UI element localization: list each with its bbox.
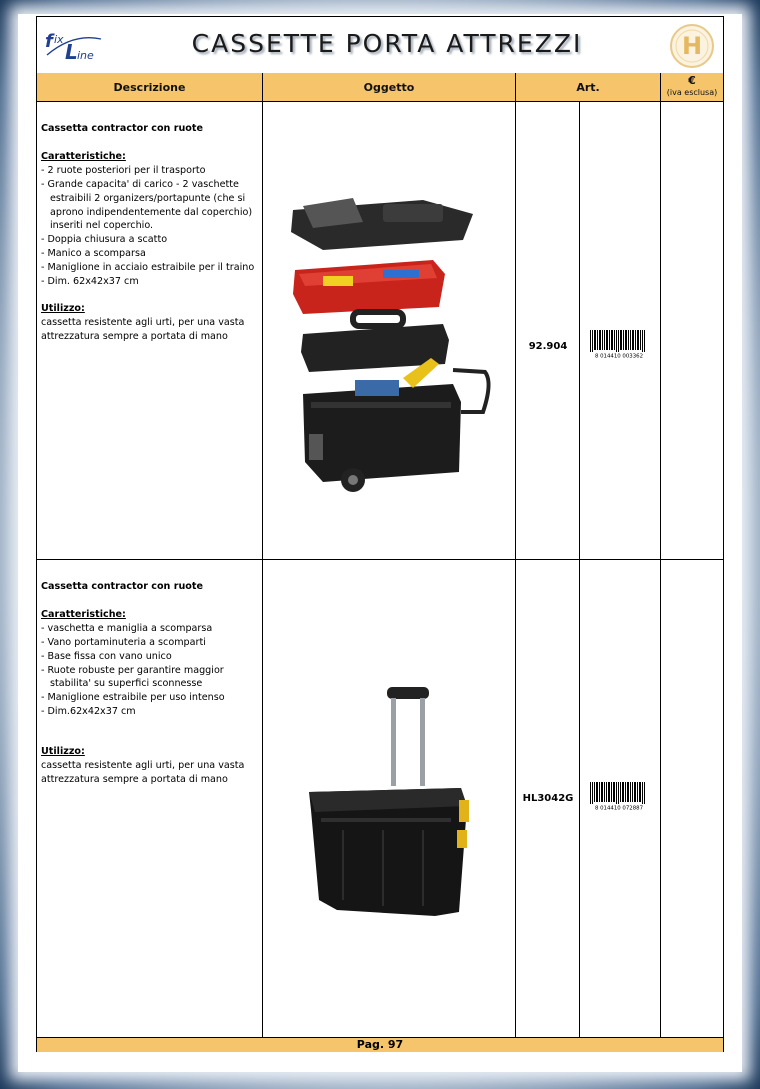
- features-list: [41, 622, 258, 719]
- product-image-cell: [263, 102, 516, 559]
- use-text: cassetta resistente agli urti, per una vasta attrezzatura sempre a portata di mano: [41, 316, 245, 342]
- article-code-cell: [516, 102, 580, 559]
- svg-text:ix: ix: [54, 33, 64, 46]
- use-title: Utilizzo:: [41, 302, 85, 314]
- feature-item: - Manico a scomparsa: [41, 247, 258, 261]
- svg-text:f: f: [45, 31, 53, 52]
- product-row: [37, 560, 723, 1038]
- product-title: Cassetta contractor con ruote: [41, 123, 203, 134]
- page-number: Pag. 97: [37, 1038, 723, 1052]
- column-header-descrizione: Descrizione: [37, 73, 263, 102]
- svg-text:L: L: [65, 40, 78, 64]
- feature-item: - Dim.62x42x37 cm: [41, 705, 258, 719]
- use-text: cassetta resistente agli urti, per una vasta attrezzatura sempre a portata di mano: [41, 760, 245, 785]
- price-cell: [661, 560, 723, 1037]
- barcode-cell: [580, 102, 661, 559]
- product-image-cell: [263, 560, 516, 1037]
- features-title: Caratteristiche:: [41, 150, 126, 162]
- feature-item: - Maniglione estraibile per uso intenso: [41, 691, 258, 705]
- toolbox-exploded-image: [263, 102, 516, 560]
- barcode-image: [586, 782, 652, 810]
- use-title: Utilizzo:: [41, 746, 85, 758]
- barcode-number: 8 014410 072887: [594, 805, 644, 810]
- feature-item: - Grande capacita' di carico - 2 vaschette estraibili 2 organizers/portapunte (che si aprono indipendentemente dal coperchio) inseriti nel coperchio.: [41, 178, 258, 234]
- feature-item: - vaschetta e maniglia a scomparsa: [41, 622, 258, 636]
- features-list: [41, 164, 258, 289]
- article-code-cell: [516, 560, 580, 1037]
- euro-note: (iva esclusa): [666, 88, 718, 97]
- feature-item: - Maniglione in acciaio estraibile per il traino: [41, 261, 258, 275]
- product-row: [37, 102, 723, 560]
- feature-item: - Vano portaminuteria a scomparti: [41, 636, 258, 650]
- euro-symbol: €: [688, 74, 696, 87]
- barcode-cell: [580, 560, 661, 1037]
- feature-item: - Doppia chiusura a scatto: [41, 233, 258, 247]
- feature-item: - Base fissa con vano unico: [41, 650, 258, 664]
- product-description: [37, 560, 263, 1037]
- badge-letter: H: [681, 32, 703, 60]
- barcode-image: [586, 330, 652, 358]
- rolling-toolbox-image: [263, 560, 516, 1038]
- barcode-number: 8 014410 003362: [594, 353, 644, 358]
- article-code: 92.904: [528, 341, 568, 352]
- page-header: [37, 17, 723, 74]
- column-header-oggetto: Oggetto: [263, 73, 516, 102]
- column-header-euro: [661, 73, 723, 102]
- svg-text:ine: ine: [77, 49, 94, 62]
- feature-item: - Dim. 62x42x37 cm: [41, 275, 258, 289]
- product-description: [37, 102, 263, 559]
- article-code: HL3042G: [522, 793, 574, 804]
- h-badge-logo: [669, 23, 715, 69]
- feature-item: - 2 ruote posteriori per il trasporto: [41, 164, 258, 178]
- product-title: Cassetta contractor con ruote: [41, 581, 203, 592]
- fixline-logo: [43, 25, 107, 65]
- page-title: CASSETTE PORTA ATTREZZI: [191, 29, 583, 58]
- column-header-art: Art.: [516, 73, 661, 102]
- features-title: Caratteristiche:: [41, 608, 126, 620]
- catalog-page: [18, 14, 742, 1072]
- feature-item: - Ruote robuste per garantire maggior stabilita' su superfici sconnesse: [41, 664, 258, 692]
- catalog-sheet: [36, 16, 724, 1052]
- price-cell: [661, 102, 723, 559]
